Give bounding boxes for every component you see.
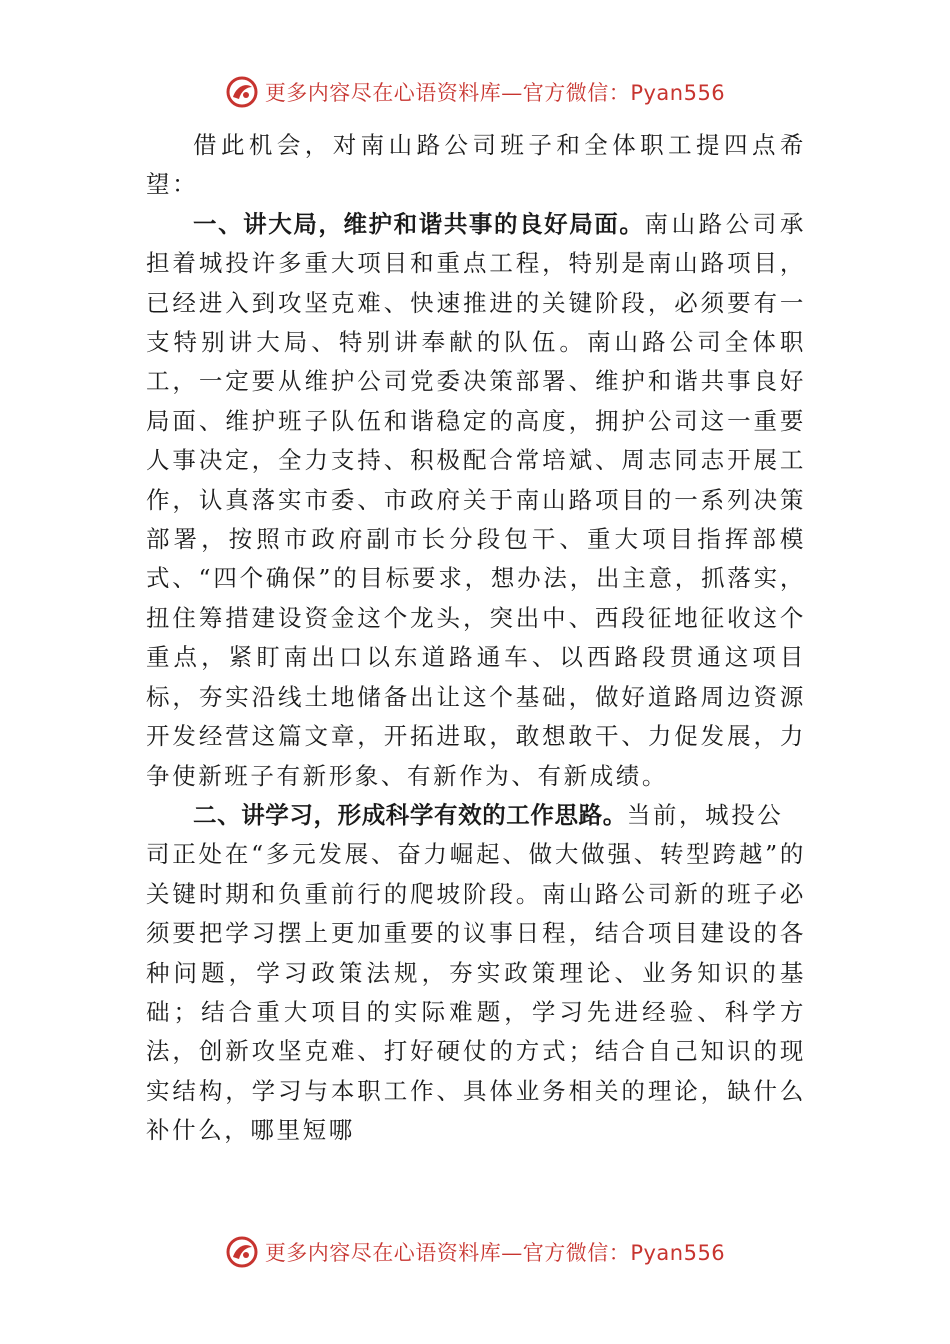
watermark-text: 更多内容尽在心语资料库—官方微信：Pyan556 <box>264 81 726 105</box>
point-1-paragraph <box>146 205 806 796</box>
wechat-id: Pyan556 <box>630 1241 726 1265</box>
point-2-body-first: 当前，城投公 <box>626 800 784 829</box>
watermark-banner-top <box>0 72 950 112</box>
point-2-body: 司正处在“多元发展、奋力崛起、做大做强、转型跨越”的关键时期和负重前行的爬坡阶段。南山路公司新的班子必须要把学习摆上更加重要的议事日程，结合项目建设的各种问题，学习政策法规，夯实政策理论、业务知识的基础；结合重大项目的实际难题，学习先进经验、科学方法，创新攻坚克难、打好硬仗的方式；结合自己知识的现实结构，学习与本职工作、具体业务相关的理论，缺什么补什么，哪里短哪 <box>146 840 806 1145</box>
watermark-banner-bottom <box>0 1232 950 1272</box>
watermark-text: 更多内容尽在心语资料库—官方微信：Pyan556 <box>264 1241 726 1265</box>
document-body <box>146 126 806 1151</box>
point-1-body: 南山路公司承担着城投许多重大项目和重点工程，特别是南山路项目，已经进入到攻坚克难、快速推进的关键阶段，必须要有一支特别讲大局、特别讲奉献的队伍。南山路公司全体职工，一定要从维护公司党委决策部署、维护和谐共事良好局面、维护班子队伍和谐稳定的高度，拥护公司这一重要人事决定，全力支持、积极配合常培斌、周志同志开展工作，认真落实市委、市政府关于南山路项目的一系列决策部署，按照市政府副市长分段包干、重大项目指挥部模式、“四个确保”的目标要求，想办法，出主意，抓落实，扭住筹措建设资金这个龙头，突出中、西段征地征收这个重点，紧盯南出口以东道路通车、以西路段贯通这项目标，夯实沿线土地储备出让这个基础，做好道路周边资源开发经营这篇文章，开拓进取，敢想敢干、力促发展，力争使新班子有新形象、有新作为、有新成绩。 <box>146 209 806 790</box>
intro-paragraph: 借此机会，对南山路公司班子和全体职工提四点希望： <box>146 131 806 199</box>
wechat-id: Pyan556 <box>630 81 726 105</box>
logo-icon <box>225 1235 259 1269</box>
point-2-heading-line <box>146 796 806 835</box>
point-2-heading: 二、讲学习，形成科学有效的工作思路。 <box>193 800 627 829</box>
logo-icon <box>225 75 259 109</box>
point-1-heading: 一、讲大局，维护和谐共事的良好局面。 <box>193 209 645 238</box>
